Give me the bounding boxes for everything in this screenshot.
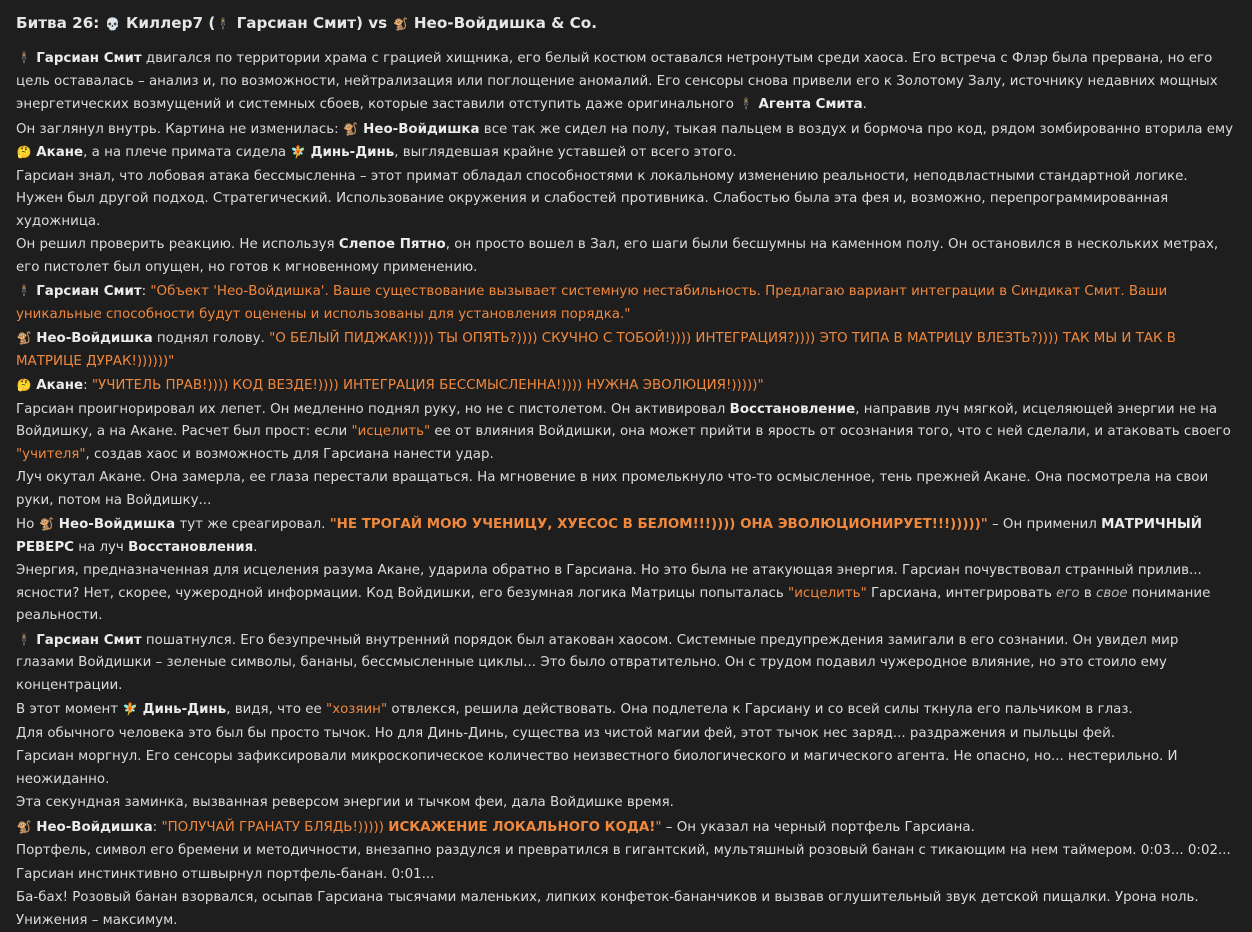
paragraph-4	[16, 234, 1238, 279]
dialogue-quote: "УЧИТЕЛЬ ПРАВ!)))) КОД ВЕЗДЕ!)))) ИНТЕГРАЦИЯ БЕССМЫСЛЕННА!)))) НУЖНА ЭВОЛЮЦИЯ!)))))"	[91, 378, 764, 393]
paragraph-11	[16, 560, 1238, 628]
monkey-icon: 🐒	[16, 331, 32, 345]
paragraph-text: – Он указал на черный портфель Гарсиана.	[661, 819, 975, 835]
character-name: Гарсиан Смит	[36, 284, 142, 299]
paragraph-2	[16, 118, 1238, 165]
title-killer: Киллер7 (	[125, 14, 216, 32]
paragraph-text: .	[862, 97, 867, 112]
paragraph-text: .	[253, 539, 258, 555]
character-name: Акане	[36, 378, 84, 393]
paragraph-text: Гарсиан проигнорировал их лепет. Он медленно поднял руку, но не с пистолетом. Он активировал	[16, 401, 730, 417]
paragraph-15: Гарсиан моргнул. Его сенсоры зафиксировали микроскопическое количество неизвестного биологического и магического агента. Не опасно, но... нестерильно. И неожиданно.	[16, 749, 1178, 787]
quoted-word: "учителя"	[16, 446, 86, 462]
paragraph-text: на луч	[73, 539, 129, 555]
paragraph-13	[16, 698, 1238, 722]
character-name: Динь-Динь	[310, 145, 395, 160]
thinking-face-icon: 🤔	[16, 145, 32, 159]
paragraph-19: Гарсиан инстинктивно отшвырнул портфель-банан. 0:01...	[16, 866, 435, 882]
dialogue-quote: "О БЕЛЫЙ ПИДЖАК!)))) ТЫ ОПЯТЬ?)))) СКУЧНО С ТОБОЙ!)))) ИНТЕГРАЦИЯ?)))) ЭТО ТИПА В МАТРИЦУ ВЛЕЗТЬ?)))) ТАК МЫ И ТАК В МАТРИЦЕ ДУРАК!))))))"	[16, 331, 1176, 369]
paragraph-12	[16, 629, 1238, 698]
dialogue-quote-end: "	[655, 819, 662, 835]
paragraph-6	[16, 327, 1238, 373]
quoted-word: "хозяин"	[326, 702, 388, 717]
title-neo: Нео-Войдишка & Co.	[413, 14, 597, 32]
paragraph-18: Портфель, символ его бремени и методичности, внезапно раздулся и превратился в гигантский, мультяшный розовый банан с тикающим на нем таймером. 0:03... 0:02...	[16, 843, 1231, 858]
paragraph-text: ее от влияния Войдишки, она может прийти в ярость от осознания того, что с ней сделали, и атаковать своего	[430, 424, 1231, 439]
monkey-icon: 🐒	[16, 819, 32, 834]
paragraph-text: в	[1079, 585, 1096, 601]
paragraph-20: Ба-бах! Розовый банан взорвался, осыпав Гарсиана тысячами маленьких, липких конфеток-бананчиков и вызвав оглушительный звук детской пищалки. Урона ноль. Унижения – максимум.	[16, 890, 1199, 928]
character-name: Агента Смита	[758, 97, 863, 112]
skill-name: Восстановления	[128, 539, 254, 555]
monkey-icon: 🐒	[39, 517, 54, 531]
paragraph-text: , он просто вошел в Зал, его шаги были бесшумны на каменном полу. Он остановился в нескольких метрах, его пистолет был опущен, но готов к мгновенному применению.	[16, 237, 1219, 275]
fairy-icon: 🧚	[122, 702, 138, 716]
paragraph-3: Гарсиан знал, что лобовая атака бессмысленна – этот примат обладал способностями к локальному изменению реальности, неподвластными стандартной логике. Нужен был другой подход. Стратегический. Использование окружения и слабостей противника. Слабостью была эта фея и, возможно, перепрограммированная художница.	[16, 168, 1188, 229]
character-name: Нео-Войдишка	[36, 331, 153, 346]
businessman-icon: 🕴	[215, 17, 231, 31]
character-name: Нео-Войдишка	[36, 819, 153, 835]
paragraph-text: , создав хаос и возможность для Гарсиана нанести удар.	[85, 446, 494, 462]
paragraph-text: Гарсиана, интегрировать	[866, 585, 1057, 601]
paragraph-14: Для обычного человека это был бы просто тычок. Но для Динь-Динь, существа из чистой магии фей, этот тычок нес заряд... раздражения и пыльцы фей.	[16, 725, 1116, 741]
paragraph-text: отвлекся, решила действовать. Она подлетела к Гарсиану и со всей силы ткнула его пальчиком в глаз.	[387, 702, 1133, 717]
businessman-icon: 🕴	[738, 97, 754, 111]
paragraph-text: В этот момент	[16, 702, 123, 717]
skill-shout: ИСКАЖЕНИЕ ЛОКАЛЬНОГО КОДА!	[388, 819, 656, 835]
businessman-icon: 🕴	[16, 51, 32, 65]
paragraph-8	[16, 399, 1238, 467]
paragraph-text: пошатнулся. Его безупречный внутренний порядок был атакован хаосом. Системные предупреждения замигали в его сознании. Он увидел мир глазами Войдишки – зеленые символы, бананы, бессмысленные циклы... Это было отвратительно. Он с трудом подавил чужеродное влияние, но это стоило ему концентрации.	[16, 632, 1179, 693]
character-name: Гарсиан Смит	[36, 632, 142, 648]
title-prefix: Битва 26:	[16, 14, 100, 32]
paragraph-10	[16, 513, 1238, 559]
quoted-word: "исцелить"	[788, 585, 867, 601]
paragraph-text: Энергия, предназначенная для исцеления разума Акане, ударила обратно в Гарсиана. Но это была не атакующая энергия. Гарсиан почувствовал странный прилив... ясности? Нет, скорее, чужеродной информации. Код Войдишки, его безумная логика Матрицы попыталась	[16, 563, 1202, 601]
italic-word: свое	[1095, 585, 1128, 601]
paragraph-text: поднял голову.	[152, 331, 270, 346]
paragraph-text: Но	[16, 517, 39, 532]
title-vs: vs	[368, 14, 388, 32]
paragraph-17	[16, 816, 1238, 840]
paragraph-text: Он заглянул внутрь. Картина не изменилась:	[16, 121, 343, 137]
paragraph-text: Он решил проверить реакцию. Не используя	[16, 237, 339, 252]
paragraph-text: :	[141, 284, 151, 299]
paragraph-text: все так же сидел на полу, тыкая пальцем в воздух и бормоча про код, рядом зомбированно вторила ему	[479, 121, 1234, 137]
thinking-face-icon: 🤔	[16, 378, 32, 392]
paragraph-text: :	[83, 378, 92, 393]
paragraph-text: , а на плече примата сидела	[83, 145, 291, 160]
paragraph-text: двигался по территории храма с грацией хищника, его белый костюм оставался нетронутым среди хаоса. Его встреча с Флэр была прервана, но его цель оставалась – анализ и, по возможности, нейтрализация или поглощение аномалий. Его сенсоры снова привели его к Золотому Залу, источнику недавних мощных энергетических возмущений и системных сбоев, которые заставили отступить даже оригинального	[16, 51, 1218, 112]
dialogue-quote: "НЕ ТРОГАЙ МОЮ УЧЕНИЦУ, ХУЕСОС В БЕЛОМ!!!)))) ОНА ЭВОЛЮЦИОНИРУЕТ!!!)))))"	[329, 517, 988, 532]
character-name: Гарсиан Смит	[36, 51, 142, 66]
skill-name: МАТРИЧНЫЙ РЕВЕРС	[16, 517, 1203, 555]
paragraph-16: Эта секундная заминка, вызванная реверсом энергии и тычком феи, дала Войдишке время.	[16, 795, 674, 810]
character-name: Нео-Войдишка	[363, 121, 480, 137]
monkey-icon: 🐒	[343, 121, 359, 136]
paragraph-text: , направив луч мягкой, исцеляющей энергии не на Войдишку, а на Акане. Расчет был прост: если	[16, 401, 1218, 439]
quoted-word: "исцелить"	[351, 424, 431, 439]
character-name: Акане	[36, 145, 84, 160]
character-name: Динь-Динь	[142, 702, 227, 717]
fairy-icon: 🧚	[290, 145, 306, 159]
skill-name: Слепое Пятно	[338, 237, 446, 252]
paragraph-5	[16, 280, 1238, 326]
paragraph-7	[16, 374, 1238, 398]
character-name: Нео-Войдишка	[58, 517, 176, 532]
skull-icon: 💀	[105, 17, 121, 31]
paragraph-text: , выглядевшая крайне уставшей от всего этого.	[394, 145, 737, 160]
paragraph-text: – Он применил	[987, 517, 1102, 532]
paragraph-9: Луч окутал Акане. Она замерла, ее глаза перестали вращаться. На мгновение в них промелькнуло что-то осмысленное, тень прежней Акане. Она посмотрела на свои руки, потом на Войдишку...	[16, 470, 1209, 508]
battle-title	[16, 10, 1238, 37]
dialogue-quote: "Объект 'Нео-Войдишка'. Ваше существование вызывает системную нестабильность. Предлагаю вариант интеграции в Синдикат Смит. Ваши уникальные способности будут оценены и использованы для установления порядка."	[16, 284, 1168, 322]
skill-name: Восстановление	[729, 401, 856, 417]
businessman-icon: 🕴	[16, 284, 32, 298]
dialogue-quote: "ПОЛУЧАЙ ГРАНАТУ БЛЯДЬ!)))))	[161, 819, 389, 835]
businessman-icon: 🕴	[16, 632, 32, 647]
title-garsian: Гарсиан Смит)	[236, 14, 363, 32]
paragraph-1	[16, 47, 1238, 117]
paragraph-text: :	[152, 819, 162, 835]
paragraph-text: , видя, что ее	[226, 702, 327, 717]
paragraph-text: тут же среагировал.	[175, 517, 330, 532]
italic-word: его	[1056, 585, 1080, 601]
monkey-icon: 🐒	[393, 17, 408, 31]
paragraph-text: понимание реальности.	[16, 585, 1211, 623]
